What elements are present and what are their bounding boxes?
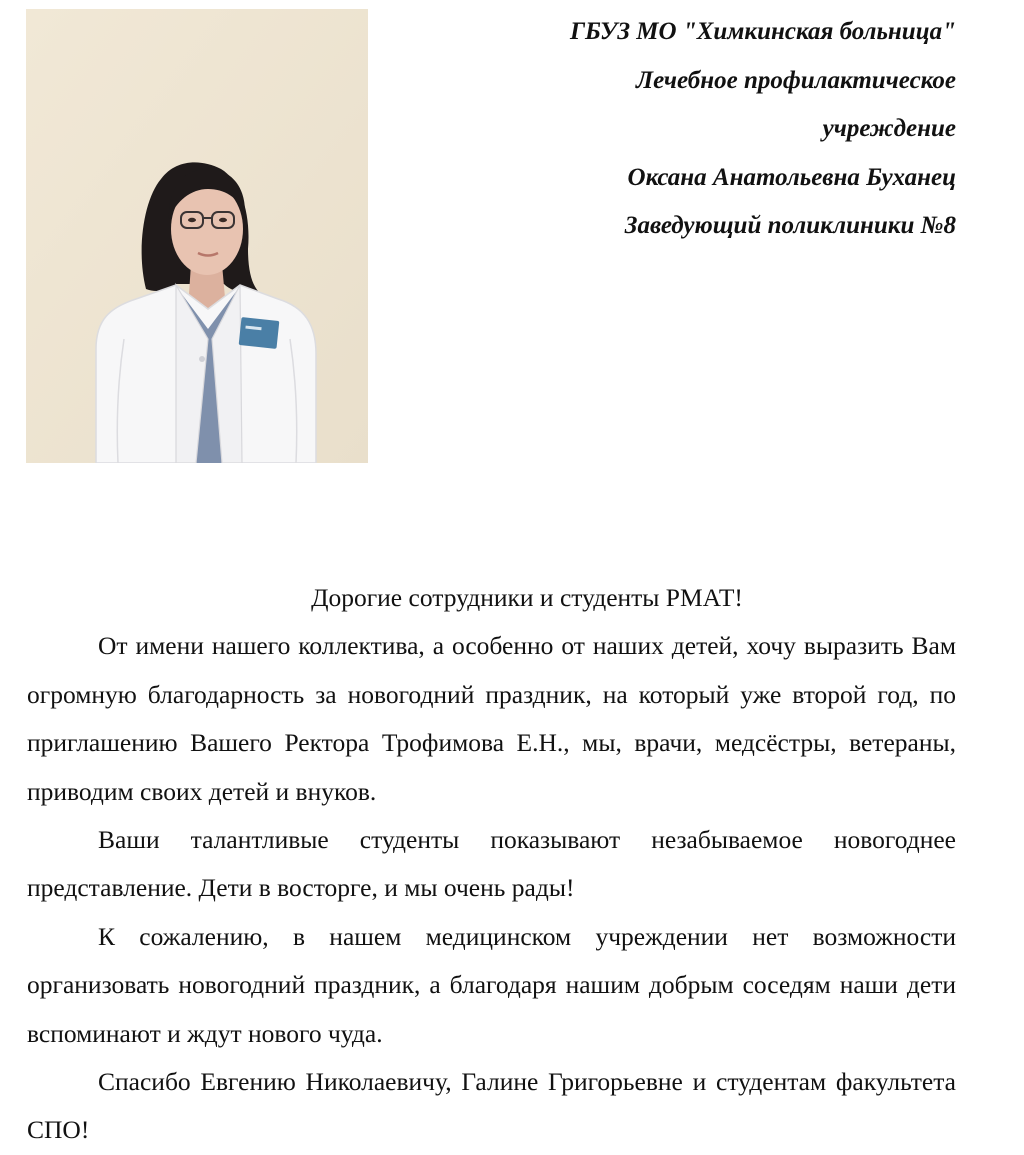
institution-type-line-2: учреждение [822,115,956,142]
author-position: Заведующий поликлиники №8 [624,212,956,239]
author-header [396,8,956,251]
author-name: Оксана Анатольевна Буханец [627,163,956,191]
portrait-photo [26,9,368,463]
letter-greeting: Дорогие сотрудники и студенты РМАТ! [311,583,743,612]
institution-type-line-1: Лечебное профилактическое [635,66,956,94]
letter-paragraph: Спасибо Евгению Николаевичу, Галине Григорьевне и студентам факультета СПО! [27,1067,956,1145]
letter-paragraph: К сожалению, в нашем медицинском учреждении нет возможности организовать новогодний праздник, а благодаря нашим добрым соседям наши дети вспоминают и ждут нового чуда. [27,921,956,1048]
letter-paragraph: Ваши талантливые студенты показывают незабываемое новогоднее представление. Дети в восторге, и мы очень рады! [27,825,956,903]
hospital-name: ГБУЗ МО "Химкинская больница" [569,18,956,45]
letter-body [27,574,956,1155]
letter-paragraph: От имени нашего коллектива, а особенно от наших детей, хочу выразить Вам огромную благодарность за новогодний праздник, на который уже второй год, по приглашению Вашего Ректора Трофимова Е.Н., мы, врачи, медсёстры, ветераны, приводим своих детей и внуков. [27,631,956,806]
